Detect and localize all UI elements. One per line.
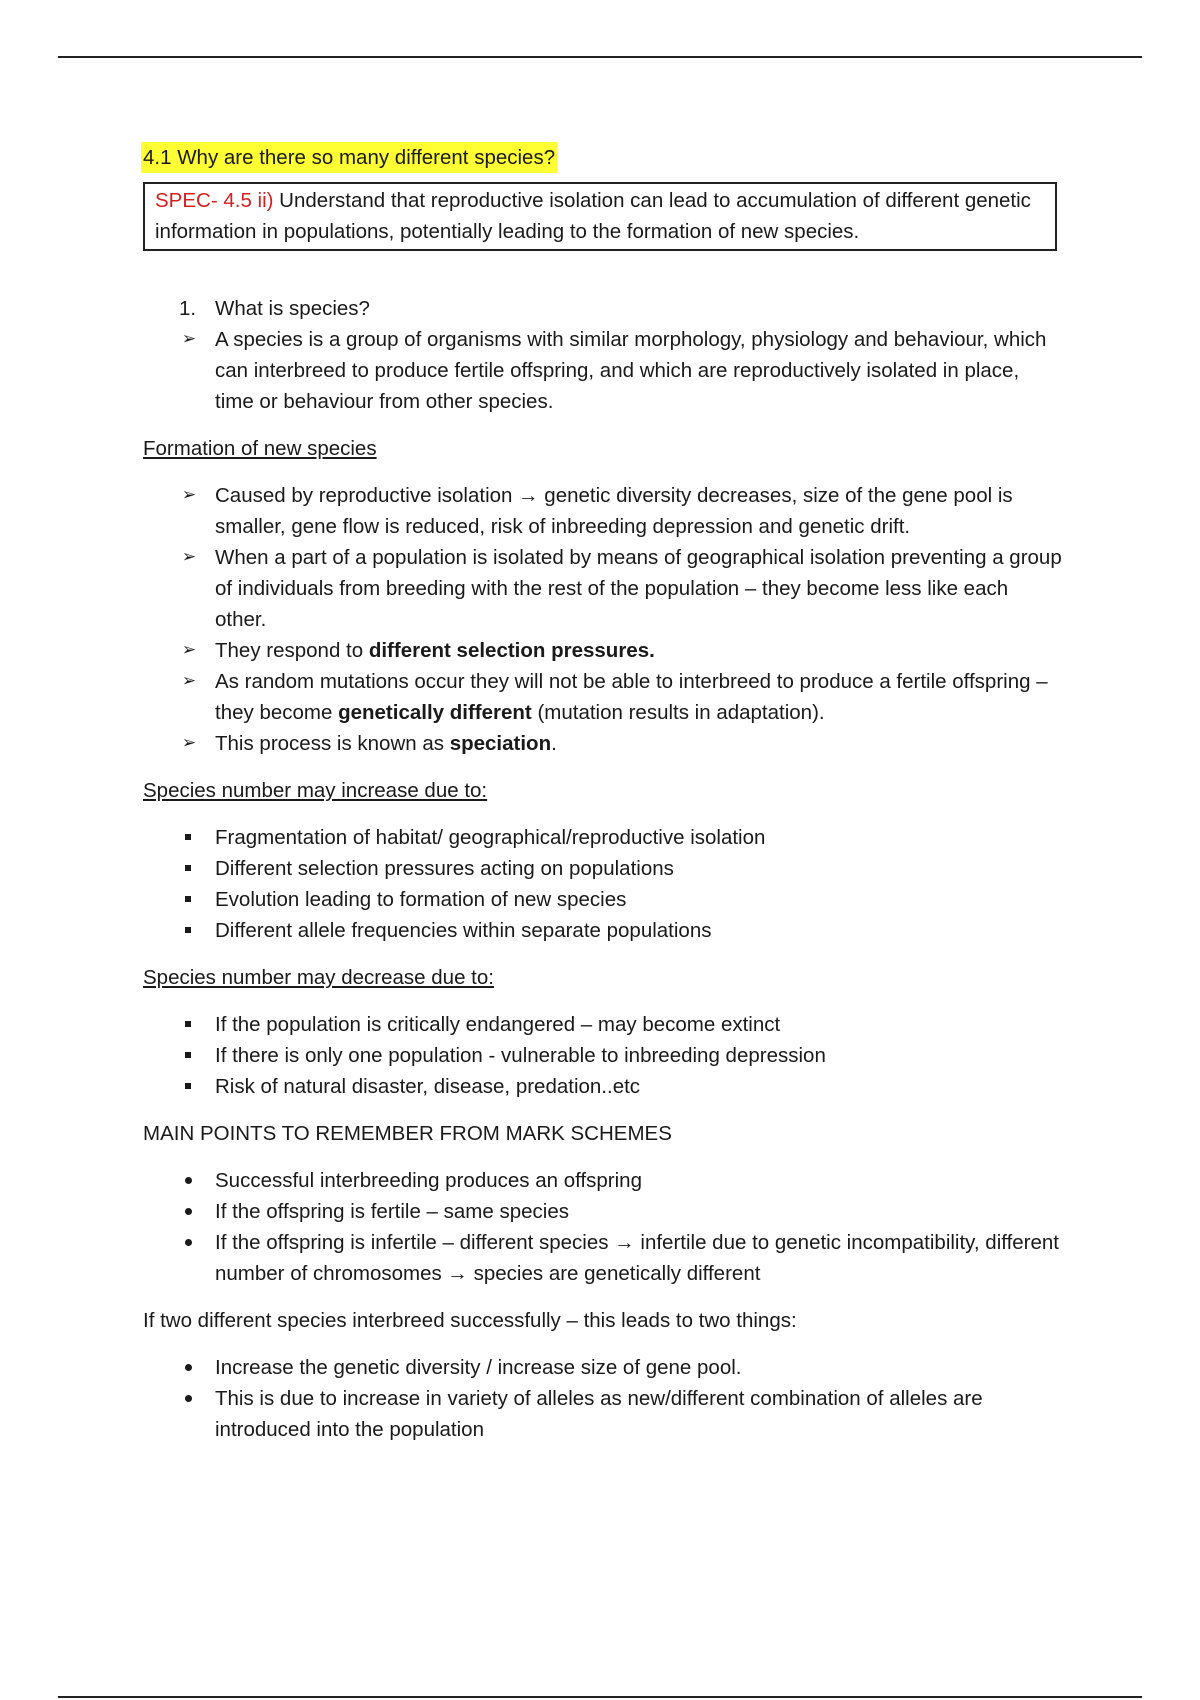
formation-item-2: When a part of a population is isolated by means of geographical isolation preventing a group of individuals from breeding with the rest of the population – they become less like each other. bbox=[215, 546, 1062, 631]
title-line bbox=[143, 142, 1063, 173]
question-1 bbox=[143, 293, 1063, 324]
increase-item: Fragmentation of habitat/ geographical/reproductive isolation bbox=[215, 826, 766, 849]
main-point-item: If the offspring is infertile – different species → infertile due to genetic incompatibility, different number of chromosomes → species are genetically different bbox=[215, 1231, 1059, 1285]
arrow-bullet-icon: ➢ bbox=[181, 547, 197, 567]
arrow-bullet-icon: ➢ bbox=[181, 329, 197, 349]
question-number: 1. bbox=[179, 297, 197, 320]
interbreed-intro: If two different species interbreed successfully – this leads to two things: bbox=[143, 1309, 797, 1332]
list-item bbox=[215, 1071, 1063, 1102]
formation-item-4-bold: genetically different bbox=[338, 701, 532, 724]
formation-item-1: Caused by reproductive isolation → genetic diversity decreases, size of the gene pool is smaller, gene flow is reduced, risk of inbreeding depression and genetic drift. bbox=[215, 484, 1013, 538]
list-item bbox=[181, 728, 1063, 759]
list-item bbox=[215, 1165, 1063, 1196]
page-title: 4.1 Why are there so many different species? bbox=[141, 142, 557, 173]
species-definition: A species is a group of organisms with similar morphology, physiology and behaviour, which can interbreed to produce fertile offspring, and which are reproductively isolated in place, time or behaviour from other species. bbox=[215, 328, 1047, 413]
list-item bbox=[215, 915, 1063, 946]
list-item bbox=[181, 542, 1063, 635]
arrow-bullet-icon: ➢ bbox=[181, 485, 197, 505]
increase-item: Different selection pressures acting on populations bbox=[215, 857, 674, 880]
formation-item-5-text: This process is known as bbox=[215, 732, 450, 755]
main-point-item: Successful interbreeding produces an offspring bbox=[215, 1169, 642, 1192]
formation-item-3-text: They respond to bbox=[215, 639, 369, 662]
decrease-item: If the population is critically endangered – may become extinct bbox=[215, 1013, 781, 1036]
main-points-heading: MAIN POINTS TO REMEMBER FROM MARK SCHEMES bbox=[143, 1122, 672, 1145]
formation-item-5-post: . bbox=[551, 732, 557, 755]
list-item bbox=[215, 884, 1063, 915]
spec-code: SPEC- 4.5 ii) bbox=[155, 189, 274, 212]
main-points-list bbox=[143, 1165, 1063, 1289]
interbreed-item: This is due to increase in variety of alleles as new/different combination of alleles are introduced into the population bbox=[215, 1387, 983, 1441]
spec-box bbox=[143, 182, 1057, 251]
increase-item: Evolution leading to formation of new species bbox=[215, 888, 627, 911]
arrow-bullet-icon: ➢ bbox=[181, 733, 197, 753]
list-item bbox=[181, 666, 1063, 728]
list-item bbox=[215, 1227, 1063, 1289]
formation-list bbox=[143, 480, 1063, 759]
decrease-list bbox=[143, 1009, 1063, 1102]
main-point-item: If the offspring is fertile – same species bbox=[215, 1200, 569, 1223]
list-item bbox=[181, 480, 1063, 542]
list-item bbox=[181, 635, 1063, 666]
decrease-heading: Species number may decrease due to: bbox=[143, 966, 494, 989]
increase-heading: Species number may increase due to: bbox=[143, 779, 488, 802]
list-item bbox=[215, 1009, 1063, 1040]
formation-item-4-post: (mutation results in adaptation). bbox=[531, 701, 825, 724]
question-text: What is species? bbox=[215, 297, 370, 320]
bottom-rule bbox=[58, 1696, 1142, 1698]
list-item bbox=[215, 822, 1063, 853]
arrow-bullet-icon: ➢ bbox=[181, 640, 197, 660]
decrease-item: Risk of natural disaster, disease, predation..etc bbox=[215, 1075, 641, 1098]
list-item bbox=[215, 1196, 1063, 1227]
increase-list bbox=[143, 822, 1063, 946]
list-item bbox=[215, 1040, 1063, 1071]
formation-item-4-text: As random mutations occur they will not be able to interbreed to produce a fertile offspring – they become bbox=[215, 670, 1048, 724]
list-item bbox=[215, 1352, 1063, 1383]
arrow-bullet-icon: ➢ bbox=[181, 671, 197, 691]
document-body bbox=[143, 142, 1063, 1445]
list-item bbox=[215, 1383, 1063, 1445]
list-item bbox=[215, 853, 1063, 884]
spec-text: Understand that reproductive isolation can lead to accumulation of different genetic information in populations, potentially leading to the formation of new species. bbox=[155, 189, 1031, 243]
question-answer-list bbox=[143, 324, 1063, 417]
decrease-item: If there is only one population - vulnerable to inbreeding depression bbox=[215, 1044, 826, 1067]
formation-item-5-bold: speciation bbox=[449, 732, 552, 755]
formation-item-3-bold: different selection pressures. bbox=[368, 639, 655, 662]
list-item bbox=[181, 324, 1063, 417]
formation-heading: Formation of new species bbox=[143, 437, 377, 460]
increase-item: Different allele frequencies within separate populations bbox=[215, 919, 712, 942]
interbreed-list bbox=[143, 1352, 1063, 1445]
interbreed-item: Increase the genetic diversity / increase size of gene pool. bbox=[215, 1356, 742, 1379]
top-rule bbox=[58, 56, 1142, 58]
